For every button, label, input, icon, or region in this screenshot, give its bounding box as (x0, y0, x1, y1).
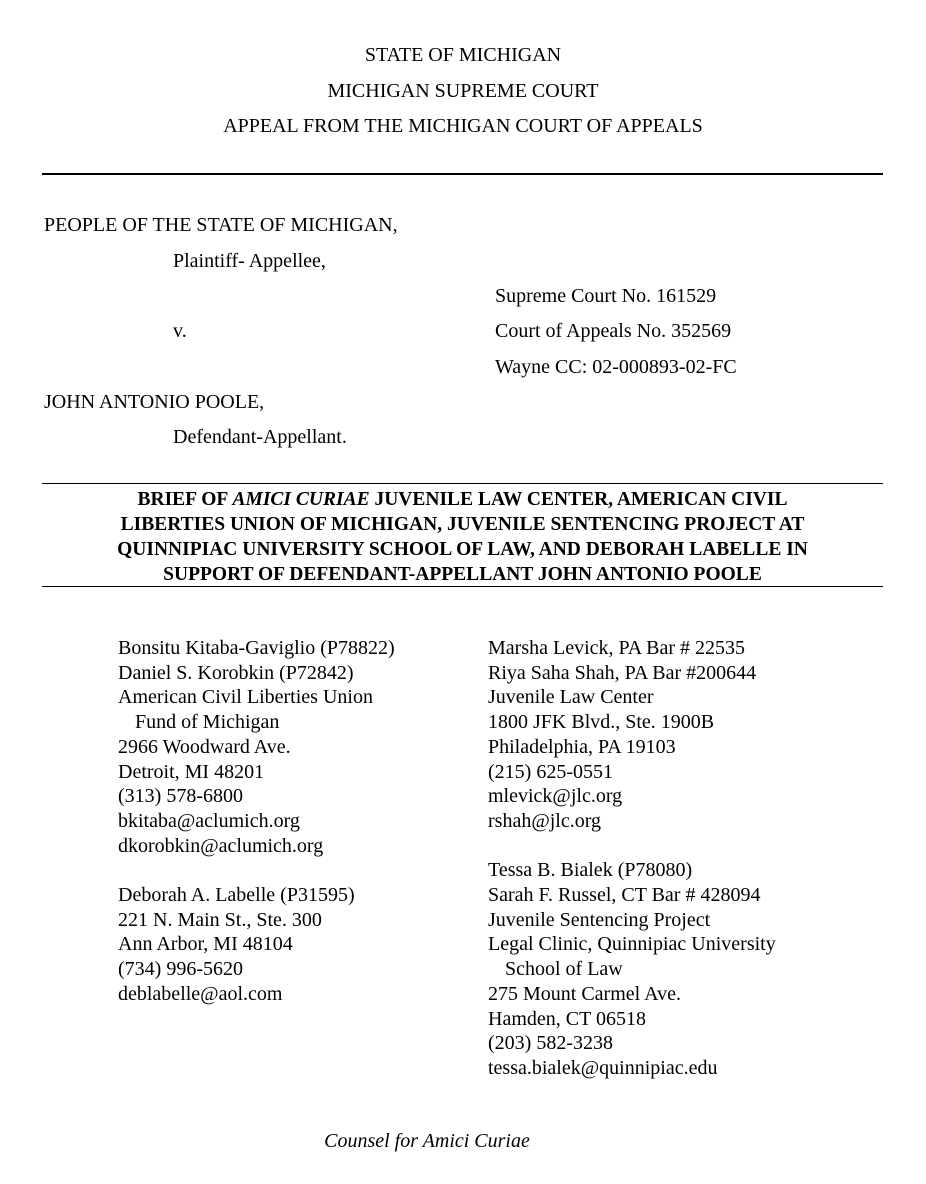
amici-curiae-italic: AMICI CURIAE (232, 489, 370, 510)
email-address: deblabelle@aol.com (118, 982, 283, 1005)
phone-number: (203) 582-3238 (488, 1032, 613, 1055)
counsel-name: Sarah F. Russel, CT Bar # 428094 (488, 884, 761, 907)
phone-number: (215) 625-0551 (488, 760, 613, 783)
address-line: 221 N. Main St., Ste. 300 (118, 908, 322, 931)
court-of-appeals-number: Court of Appeals No. 352569 (495, 320, 732, 342)
phone-number: (313) 578-6800 (118, 785, 243, 808)
counsel-name: Bonsitu Kitaba-Gaviglio (P78822) (118, 637, 395, 659)
counsel-name: Riya Saha Shah, PA Bar #200644 (488, 661, 757, 684)
email-address: tessa.bialek@quinnipiac.edu (488, 1056, 718, 1079)
circuit-court-number: Wayne CC: 02-000893-02-FC (495, 356, 737, 378)
counsel-left-column (118, 636, 395, 1007)
defendant-name: JOHN ANTONIO POOLE, (44, 391, 265, 413)
counsel-right-column (488, 636, 776, 1081)
counsel-name: Tessa B. Bialek (P78080) (488, 859, 693, 882)
email-address: dkorobkin@aclumich.org (118, 834, 324, 857)
organization-line: Juvenile Sentencing Project (488, 908, 711, 931)
plaintiff-role: Plaintiff- Appellee, (173, 250, 326, 272)
address-line: 2966 Woodward Ave. (118, 735, 291, 758)
counsel-for-amici-label: Counsel for Amici Curiae (324, 1130, 530, 1152)
counsel-name: Marsha Levick, PA Bar # 22535 (488, 637, 746, 659)
address-line: Hamden, CT 06518 (488, 1007, 646, 1030)
versus-label: v. (173, 320, 187, 342)
supreme-court-number: Supreme Court No. 161529 (495, 285, 717, 307)
brief-title (42, 487, 883, 587)
appeal-heading: APPEAL FROM THE MICHIGAN COURT OF APPEALS (223, 115, 703, 137)
organization-line: Legal Clinic, Quinnipiac University (488, 933, 776, 956)
address-line: Philadelphia, PA 19103 (488, 735, 676, 758)
court-name-heading: MICHIGAN SUPREME COURT (327, 80, 599, 102)
address-line: 275 Mount Carmel Ave. (488, 982, 681, 1005)
plaintiff-name: PEOPLE OF THE STATE OF MICHIGAN, (44, 214, 398, 236)
court-state-heading: STATE OF MICHIGAN (364, 44, 562, 66)
brief-title-line-1: BRIEF OF AMICI CURIAE JUVENILE LAW CENTER, AMERICAN CIVIL (137, 489, 788, 510)
organization-line: Fund of Michigan (135, 711, 280, 734)
brief-title-line-4: SUPPORT OF DEFENDANT-APPELLANT JOHN ANTONIO POOLE (163, 564, 762, 585)
organization-line: American Civil Liberties Union (118, 686, 373, 709)
header-divider (42, 173, 883, 175)
email-address: bkitaba@aclumich.org (118, 809, 300, 832)
organization-line: School of Law (505, 958, 623, 981)
defendant-role: Defendant-Appellant. (173, 426, 347, 448)
brief-title-line-2: LIBERTIES UNION OF MICHIGAN, JUVENILE SENTENCING PROJECT AT (120, 514, 805, 535)
email-address: rshah@jlc.org (488, 809, 602, 832)
counsel-name: Daniel S. Korobkin (P72842) (118, 661, 354, 684)
address-line: 1800 JFK Blvd., Ste. 1900B (488, 711, 715, 734)
email-address: mlevick@jlc.org (488, 785, 623, 808)
title-bottom-rule (42, 586, 883, 587)
organization-line: Juvenile Law Center (488, 686, 654, 709)
brief-title-line-3: QUINNIPIAC UNIVERSITY SCHOOL OF LAW, AND DEBORAH LABELLE IN (117, 539, 808, 560)
address-line: Detroit, MI 48201 (118, 760, 265, 783)
phone-number: (734) 996-5620 (118, 958, 243, 981)
title-top-rule (42, 483, 883, 484)
address-line: Ann Arbor, MI 48104 (118, 933, 293, 956)
counsel-name: Deborah A. Labelle (P31595) (118, 884, 355, 907)
